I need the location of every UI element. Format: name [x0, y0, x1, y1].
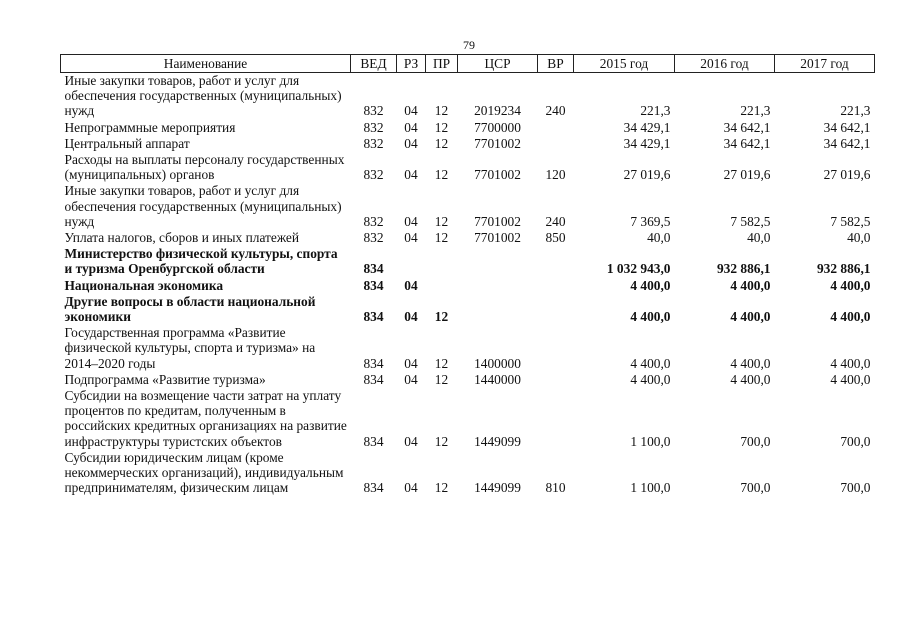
- row-csr: 2019234: [474, 103, 521, 119]
- row-rz: 04: [404, 119, 418, 135]
- col-header-csr: ЦСР: [458, 55, 538, 73]
- row-rz: 04: [404, 103, 418, 119]
- col-header-2015: 2015 год: [574, 55, 675, 73]
- row-pr: 12: [434, 355, 449, 371]
- row-pr: 12: [434, 119, 449, 135]
- row-vr: [538, 294, 574, 325]
- row-csr: 1400000: [474, 355, 521, 371]
- row-name: Непрограммные мероприятия: [64, 119, 236, 135]
- row-name: Центральный аппарат: [64, 135, 190, 151]
- col-header-vr: ВР: [538, 55, 574, 73]
- row-vr: [538, 136, 574, 152]
- row-rz: 04: [404, 433, 418, 449]
- row-name: Министерство физической культуры, спорта и туризма Оренбургской области: [64, 246, 338, 277]
- row-value-2016: 34 642,1: [723, 135, 771, 151]
- row-vr: [538, 325, 574, 372]
- row-value-2017: 27 019,6: [823, 167, 871, 183]
- row-value-2015: 34 429,1: [623, 119, 671, 135]
- table-row: [61, 294, 875, 325]
- row-ved: 832: [363, 119, 384, 135]
- row-vr: [538, 246, 574, 277]
- row-value-2016: 700,0: [740, 433, 771, 449]
- row-vr: 240: [545, 103, 566, 119]
- row-vr: 120: [545, 167, 566, 183]
- row-pr: [426, 246, 458, 277]
- row-value-2016: 7 582,5: [730, 213, 771, 229]
- row-rz: 04: [404, 480, 418, 496]
- table-row: [61, 120, 875, 136]
- row-csr: [458, 246, 538, 277]
- row-name: Субсидии на возмещение части затрат на уплату процентов по кредитам, полученным в российских кредитных организациях на развитие инфраструктуры туристских объектов: [64, 388, 347, 449]
- row-value-2017: 4 400,0: [830, 371, 871, 387]
- row-csr: 1449099: [474, 480, 521, 496]
- row-value-2015: 4 400,0: [630, 277, 671, 293]
- row-value-2016: 932 886,1: [716, 261, 771, 277]
- row-value-2017: 4 400,0: [830, 309, 871, 325]
- col-header-rz: РЗ: [397, 55, 426, 73]
- row-pr: 12: [434, 480, 449, 496]
- table-row: [61, 450, 875, 497]
- row-pr: 12: [434, 167, 449, 183]
- budget-table: [60, 54, 875, 496]
- row-csr: 1449099: [474, 433, 521, 449]
- row-csr: [458, 278, 538, 294]
- table-row: [61, 278, 875, 294]
- row-value-2017: 700,0: [840, 480, 871, 496]
- row-value-2015: 4 400,0: [630, 309, 671, 325]
- row-value-2017: 34 642,1: [823, 119, 871, 135]
- row-rz: 04: [404, 167, 418, 183]
- table-row: [61, 388, 875, 450]
- row-value-2017: 700,0: [840, 433, 871, 449]
- table-row: [61, 325, 875, 372]
- row-name: Национальная экономика: [64, 277, 224, 293]
- row-ved: 834: [363, 371, 384, 387]
- row-value-2016: 4 400,0: [730, 277, 771, 293]
- row-pr: 12: [434, 135, 449, 151]
- page-number: 79: [463, 38, 475, 52]
- col-header-name: Наименование: [61, 55, 351, 73]
- row-value-2017: 7 582,5: [830, 213, 871, 229]
- col-header-2017: 2017 год: [775, 55, 875, 73]
- row-value-2017: 40,0: [847, 230, 871, 246]
- row-value-2016: 4 400,0: [730, 355, 771, 371]
- row-vr: [538, 278, 574, 294]
- row-vr: 850: [545, 230, 566, 246]
- row-value-2017: 4 400,0: [830, 277, 871, 293]
- row-vr: [538, 120, 574, 136]
- table-row: [61, 230, 875, 246]
- row-value-2015: 40,0: [647, 230, 671, 246]
- col-header-pr: ПР: [426, 55, 458, 73]
- table-row: [61, 73, 875, 120]
- row-ved: 834: [363, 277, 384, 293]
- row-ved: 834: [363, 433, 384, 449]
- row-value-2016: 221,3: [740, 103, 771, 119]
- row-value-2017: 4 400,0: [830, 355, 871, 371]
- row-ved: 832: [363, 230, 384, 246]
- row-ved: 834: [363, 355, 384, 371]
- row-rz: 04: [404, 230, 418, 246]
- row-name: Иные закупки товаров, работ и услуг для обеспечения государственных (муниципальных) нужд: [64, 183, 342, 229]
- row-value-2017: 932 886,1: [816, 261, 871, 277]
- row-pr: 12: [434, 433, 449, 449]
- row-csr: 7701002: [474, 230, 521, 246]
- row-value-2015: 1 100,0: [630, 433, 671, 449]
- row-pr: 12: [434, 309, 449, 325]
- row-rz: 04: [404, 135, 418, 151]
- table-row: [61, 372, 875, 388]
- row-ved: 834: [363, 480, 384, 496]
- row-rz: 04: [404, 371, 418, 387]
- row-value-2015: 7 369,5: [630, 213, 671, 229]
- row-pr: 12: [434, 371, 449, 387]
- row-ved: 832: [363, 135, 384, 151]
- row-value-2016: 4 400,0: [730, 309, 771, 325]
- row-value-2015: 4 400,0: [630, 371, 671, 387]
- row-name: Расходы на выплаты персоналу государственных (муниципальных) органов: [64, 152, 345, 183]
- row-csr: 1440000: [474, 371, 521, 387]
- row-pr: 12: [434, 230, 449, 246]
- col-header-2016: 2016 год: [675, 55, 775, 73]
- row-ved: 832: [363, 103, 384, 119]
- row-value-2015: 1 100,0: [630, 480, 671, 496]
- table-header: [61, 55, 875, 73]
- row-ved: 832: [363, 213, 384, 229]
- row-csr: 7700000: [474, 119, 521, 135]
- col-header-ved: ВЕД: [351, 55, 397, 73]
- row-value-2016: 27 019,6: [723, 167, 771, 183]
- table-body: [61, 73, 875, 497]
- row-csr: 7701002: [474, 167, 521, 183]
- table-row: [61, 246, 875, 277]
- row-ved: 834: [363, 261, 384, 277]
- row-name: Подпрограмма «Развитие туризма»: [64, 371, 266, 387]
- table-row: [61, 183, 875, 230]
- row-vr: 810: [545, 480, 566, 496]
- row-value-2015: 34 429,1: [623, 135, 671, 151]
- row-rz: 04: [404, 309, 418, 325]
- row-value-2015: 1 032 943,0: [606, 261, 671, 277]
- row-value-2016: 700,0: [740, 480, 771, 496]
- row-csr: 7701002: [474, 213, 521, 229]
- table-row: [61, 152, 875, 183]
- row-value-2017: 34 642,1: [823, 135, 871, 151]
- row-value-2016: 40,0: [747, 230, 771, 246]
- row-name: Уплата налогов, сборов и иных платежей: [64, 230, 300, 246]
- row-vr: 240: [545, 213, 566, 229]
- row-rz: [397, 246, 426, 277]
- row-rz: 04: [404, 277, 418, 293]
- row-pr: 12: [434, 213, 449, 229]
- row-name: Другие вопросы в области национальной экономики: [64, 293, 316, 325]
- row-value-2016: 34 642,1: [723, 119, 771, 135]
- row-rz: 04: [404, 213, 418, 229]
- row-csr: [458, 294, 538, 325]
- row-name: Государственная программа «Развитие физической культуры, спорта и туризма» на 2014–2020 годы: [64, 325, 316, 371]
- row-name: Субсидии юридическим лицам (кроме некоммерческих организаций), индивидуальным предпринимателям, физическим лицам: [64, 449, 344, 496]
- row-vr: [538, 372, 574, 388]
- row-vr: [538, 388, 574, 450]
- row-pr: [426, 278, 458, 294]
- table-row: [61, 136, 875, 152]
- row-ved: 832: [363, 167, 384, 183]
- row-value-2015: 27 019,6: [623, 167, 671, 183]
- row-value-2017: 221,3: [840, 103, 871, 119]
- row-name: Иные закупки товаров, работ и услуг для обеспечения государственных (муниципальных) нужд: [64, 73, 342, 119]
- row-csr: 7701002: [474, 135, 521, 151]
- row-rz: 04: [404, 355, 418, 371]
- row-pr: 12: [434, 103, 449, 119]
- row-ved: 834: [363, 309, 384, 325]
- row-value-2016: 4 400,0: [730, 371, 771, 387]
- row-value-2015: 4 400,0: [630, 355, 671, 371]
- row-value-2015: 221,3: [640, 103, 671, 119]
